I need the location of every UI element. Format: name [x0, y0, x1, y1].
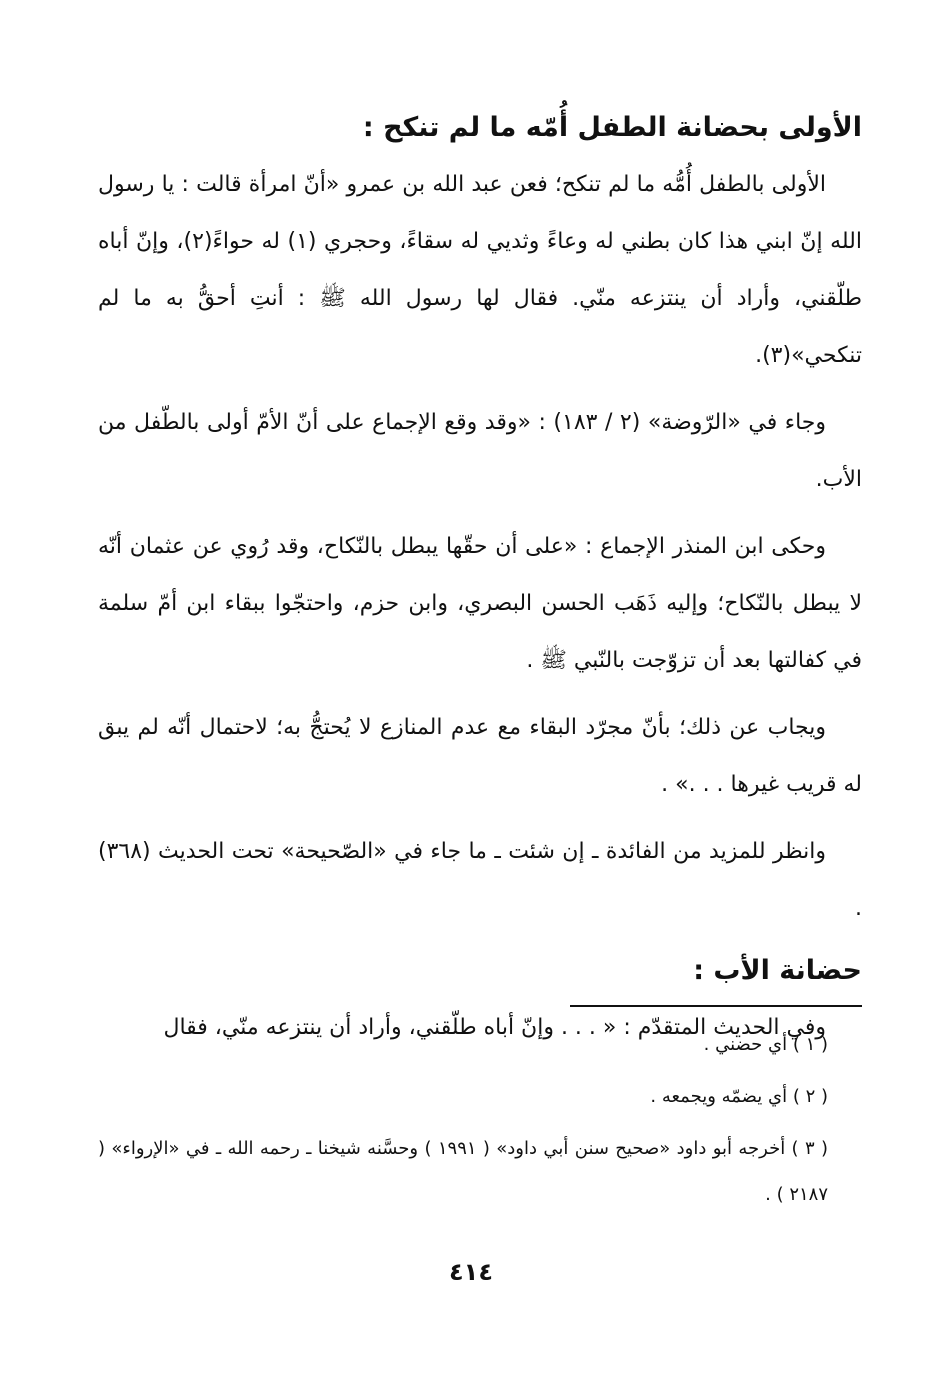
page-number: ٤١٤ [449, 1258, 493, 1286]
footnote-item: ( ٣ ) أخرجه أبو داود «صحيح سنن أبي داود» ( ١٩٩١ ) وحسَّنه شيخنا ـ رحمه الله ـ في «الإرواء» ( ٢١٨٧ ) . [98, 1138, 829, 1205]
section-heading-father-custody: حضانة الأب : [693, 955, 862, 986]
footnote-divider [570, 1005, 862, 1007]
paragraph-ibn-almundhir: وحكى ابن المنذر الإجماع : «على أن حقّها يبطل بالنّكاح، وقد رُوي عن عثمان أنّه لا يبطل بالنّكاح؛ وإليه ذَهَب الحسن البصري، وابن حزم، واحتجّوا ببقاء ابن أمّ سلمة في كفالتها بعد أن تزوّجت بالنّبي ﷺ . [98, 534, 862, 673]
paragraph-hadith-mother: الأولى بالطفل أُمُّه ما لم تنكح؛ فعن عبد الله بن عمرو «أنّ امرأة قالت : يا رسول الله إنّ ابني هذا كان بطني له وعاءً وثديي له سقاءً، وحجري (١) له حواءً(٢)، وإنّ أباه طلّقني، وأراد أن ينتزعه منّي. فقال لها رسول الله ﷺ : أنتِ أحقُّ به ما لم تنكحي»(٣). [98, 172, 863, 368]
paragraph-hadith-continued: وفي الحديث المتقدّم : « . . . وإنّ أباه طلّقني، وأراد أن ينتزعه منّي، فقال [163, 1015, 826, 1040]
paragraph-see-sahiha: وانظر للمزيد من الفائدة ـ إن شئت ـ ما جاء في «الصّحيحة» تحت الحديث (٣٦٨) . [98, 839, 862, 921]
footnote-item: ( ٢ ) أي يضمّه ويجمعه . [650, 1086, 828, 1107]
paragraph-rawda-quote: وجاء في «الرّوضة» (٢ / ١٨٣) : «وقد وقع الإجماع على أنّ الأمّ أولى بالطّفل من الأب. [98, 410, 862, 492]
paragraph-response: ويجاب عن ذلك؛ بأنّ مجرّد البقاء مع عدم المنازع لا يُحتجُّ به؛ لاحتمال أنّه لم يبق له قريب غيرها . . .» . [98, 715, 862, 797]
section-heading-mother-custody: الأولى بحضانة الطفل أُمّه ما لم تنكح : [362, 112, 862, 143]
main-text [98, 104, 862, 1066]
footnotes [98, 1022, 862, 1224]
footnote-item: ( ١ ) أي حضني . [703, 1034, 828, 1055]
